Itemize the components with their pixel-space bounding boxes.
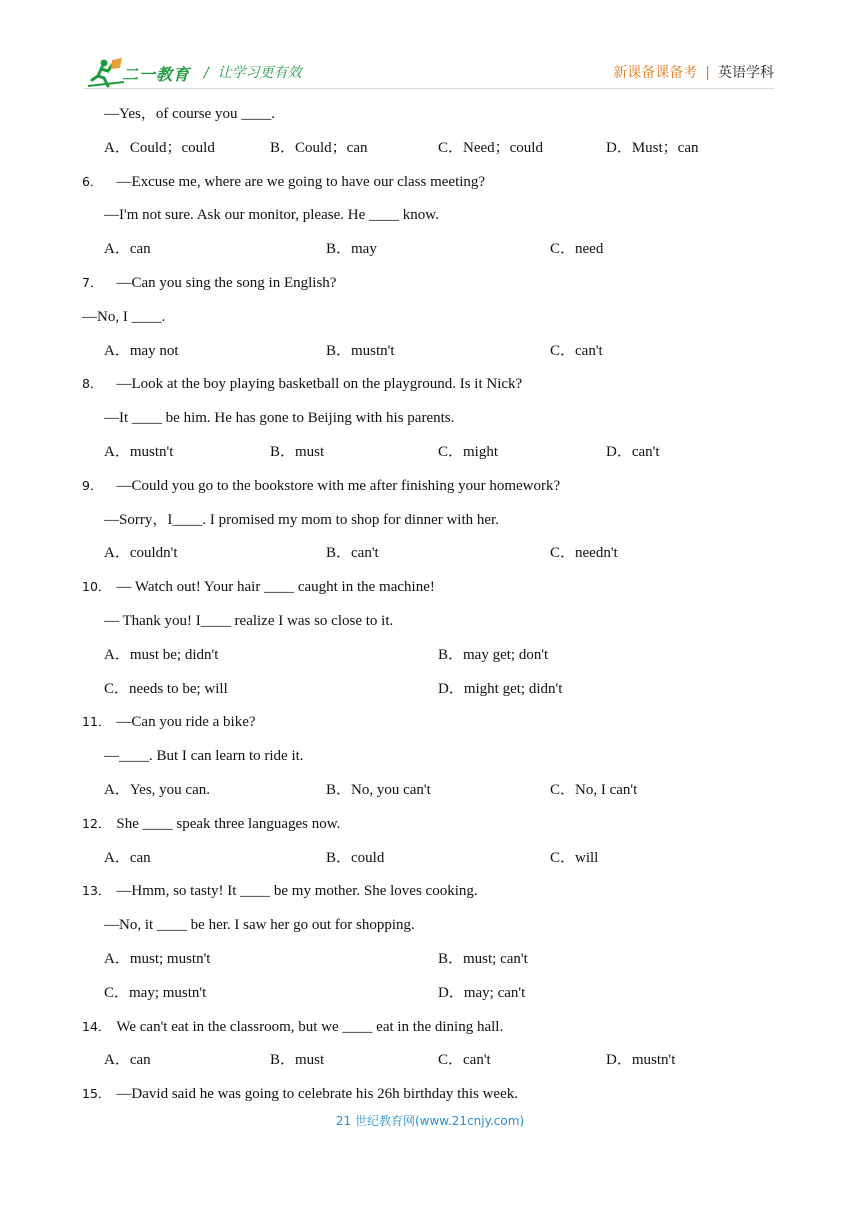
question-number: 9．: [82, 477, 103, 493]
answer-option[interactable]: A．Could；could: [104, 139, 215, 156]
answer-option[interactable]: A．Yes, you can.: [104, 782, 210, 798]
question-stem: [82, 1017, 503, 1037]
answer-option[interactable]: A．can: [104, 241, 151, 258]
answer-option[interactable]: B．must: [270, 444, 325, 460]
answer-option[interactable]: D．can't: [606, 444, 660, 460]
question-text: —Could you go to the bookstore with me after finishing your homework?: [116, 477, 561, 494]
answer-option[interactable]: A．couldn't: [104, 545, 178, 562]
question-number: 13．: [82, 883, 111, 899]
answer-option[interactable]: D．might get; didn't: [438, 680, 563, 697]
header-subject: 英语学科: [718, 65, 774, 81]
question-text: She ____ speak three languages now.: [116, 815, 341, 832]
answer-option[interactable]: C．need: [550, 241, 604, 258]
question-text: We can't eat in the classroom, but we ____ eat in the dining hall.: [116, 1018, 504, 1035]
dialogue-line: —No, I ____.: [82, 308, 166, 325]
question-number: 7．: [82, 275, 103, 290]
answer-option[interactable]: A．can: [104, 1052, 151, 1069]
answer-option[interactable]: B．may: [326, 241, 377, 258]
answer-option[interactable]: C．needn't: [550, 545, 618, 562]
answer-option[interactable]: B．must; can't: [438, 951, 528, 967]
question-text: —Can you sing the song in English?: [116, 275, 337, 291]
header-course: 新课备课备考: [613, 65, 698, 81]
answer-option[interactable]: C．might: [438, 444, 499, 460]
answer-option[interactable]: D．mustn't: [606, 1052, 676, 1069]
answer-option[interactable]: C．can't: [550, 342, 603, 359]
answer-option[interactable]: B．can't: [326, 545, 379, 562]
answer-option[interactable]: B．must: [270, 1052, 325, 1069]
dialogue-line: — Thank you! I____ realize I was so close to it.: [104, 613, 394, 629]
question-number: 12．: [82, 815, 111, 831]
page-header: [0, 0, 860, 96]
dialogue-line: —It ____ be him. He has gone to Beijing with his parents.: [104, 410, 455, 427]
answer-option[interactable]: B．may get; don't: [438, 646, 549, 663]
answer-option[interactable]: C．can't: [438, 1052, 491, 1069]
answer-option[interactable]: A．can: [104, 849, 151, 866]
answer-option[interactable]: A．must be; didn't: [104, 646, 219, 663]
question-stem: [82, 577, 435, 597]
question-stem: [82, 814, 340, 834]
header-right: [613, 62, 774, 82]
answer-option[interactable]: B．Could；can: [270, 139, 368, 156]
question-text: — Watch out! Your hair ____ caught in the machine!: [116, 579, 435, 596]
question-number: 8．: [82, 376, 103, 392]
question-text: —David said he was going to celebrate his 26h birthday this week.: [116, 1086, 518, 1103]
page-footer: 21 世纪教育网(www.21cnjy.com): [335, 1114, 525, 1128]
answer-option[interactable]: B．mustn't: [326, 342, 395, 359]
answer-option[interactable]: C．may; mustn't: [104, 984, 207, 1001]
question-number: 11．: [82, 714, 111, 730]
answer-option[interactable]: C．Need；could: [438, 139, 543, 156]
answer-option[interactable]: A．may not: [104, 342, 179, 359]
header-divider: [84, 88, 774, 89]
answer-option[interactable]: C．will: [550, 849, 599, 866]
question-text: —Excuse me, where are we going to have our class meeting?: [116, 173, 486, 190]
question-stem: [82, 881, 478, 901]
answer-option[interactable]: C．needs to be; will: [104, 680, 228, 697]
question-text: —Hmm, so tasty! It ____ be my mother. She loves cooking.: [116, 883, 478, 900]
dialogue-line: —I'm not sure. Ask our monitor, please. He ____ know.: [104, 207, 439, 224]
question-text: —Can you ride a bike?: [116, 714, 256, 731]
dialogue-line: —Sorry，I____. I promised my mom to shop for dinner with her.: [104, 511, 499, 528]
question-stem: [82, 374, 522, 394]
dialogue-line: —No, it ____ be her. I saw her go out for shopping.: [104, 917, 415, 934]
answer-option[interactable]: B．could: [326, 849, 385, 866]
question-number: 10．: [82, 579, 111, 595]
answer-option[interactable]: D．Must；can: [606, 139, 699, 156]
logo-text: 二一教育: [122, 65, 191, 84]
answer-option[interactable]: C．No, I can't: [550, 782, 638, 798]
header-slogan: / 让学习更有效: [204, 65, 302, 81]
question-number: 14．: [82, 1018, 111, 1034]
question-stem: [82, 273, 336, 293]
question-stem: [82, 1084, 518, 1104]
question-stem: [82, 172, 485, 192]
answer-option[interactable]: A．mustn't: [104, 444, 174, 460]
answer-option[interactable]: A．must; mustn't: [104, 951, 211, 967]
dialogue-line: —Yes，of course you ____.: [104, 106, 275, 122]
answer-option[interactable]: B．No, you can't: [326, 782, 431, 798]
dialogue-line: —____. But I can learn to ride it.: [104, 748, 304, 765]
question-number: 15．: [82, 1086, 111, 1102]
answer-option[interactable]: D．may; can't: [438, 984, 526, 1001]
question-stem: [82, 476, 560, 496]
header-separator: |: [705, 65, 710, 81]
question-text: —Look at the boy playing basketball on the playground. Is it Nick?: [116, 376, 523, 393]
question-number: 6．: [82, 173, 103, 189]
question-stem: [82, 712, 256, 732]
